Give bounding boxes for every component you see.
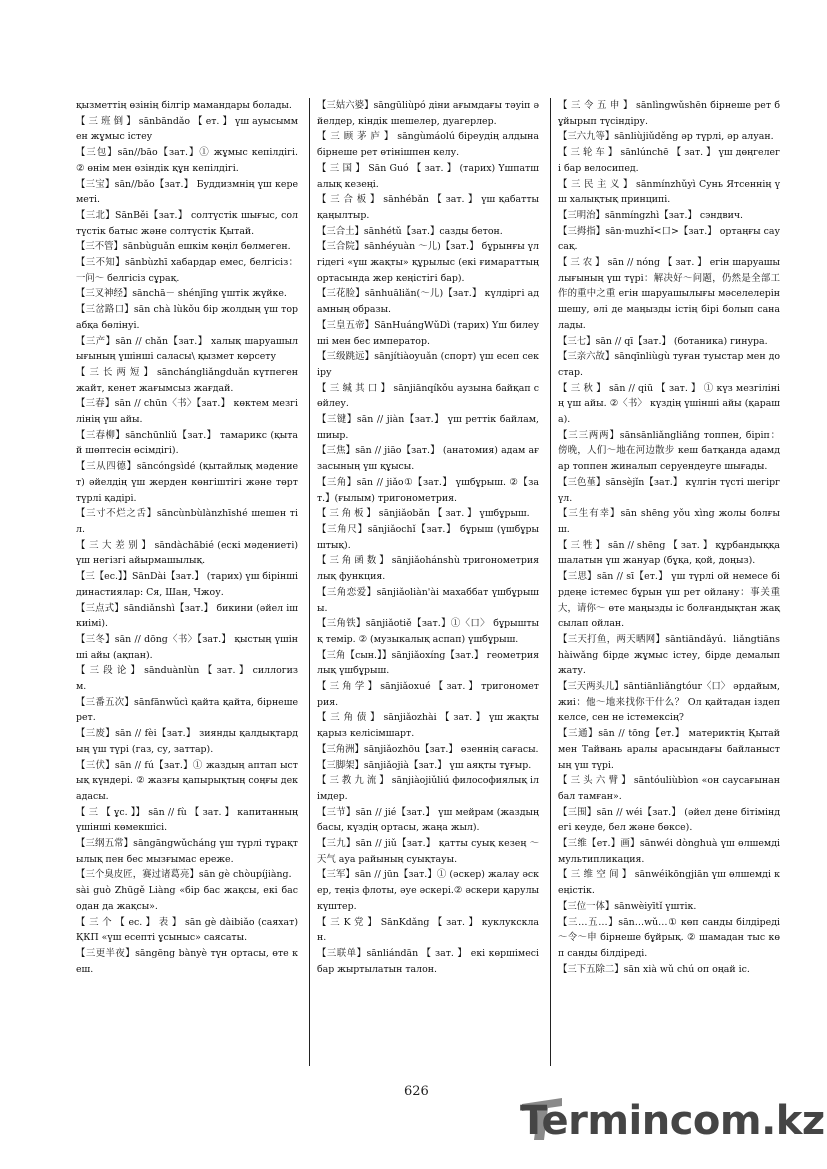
dictionary-entry: 【 三 牲 】 sān // shēng 【 зат. 】 құрбандыққа шалатын үш жануар (бұқа, қой, доңыз). xyxy=(558,539,780,567)
dictionary-entry: 【 三 角 债 】 sānjiǎozhài 【 зат. 】 үш жақты қарыз келісімшарт. xyxy=(317,712,539,740)
dictionary-entry: 【三更半夜】sāngēng bànyè түн ортасы, өте кеш. xyxy=(76,947,298,975)
dictionary-entry: 【三姑六婆】sāngūliùpó діни ағымдағы тәуіп әйелдер, кіндік шешелер, дуагерлер. xyxy=(317,100,539,127)
dictionary-entry: 【三包】sān//bāo【зат.】① жұмыс кепілдігі. ② өнім мен өзіндік құн кепілдігі. xyxy=(76,147,298,174)
dictionary-entry: 【 三 角 学 】 sānjiǎoxué 【 зат. 】 тригонометрия. xyxy=(317,681,539,708)
dictionary-entry: 【 三 个 【 ес. 】 表 】 sān gè dàibiǎo (саяхат) ҚКП «үш есепті ұсыныс» саясаты. xyxy=(76,916,298,944)
dictionary-entry: 【 三 长 两 短 】 sānchángliǎngduǎn күтпеген жайт, кенет жағымсыз жағдай. xyxy=(76,366,298,394)
dictionary-entry: 【三维【ет.】画】sānwéi dònghuà үш өлшемді мультипликация. xyxy=(558,838,780,865)
dictionary-entry: 【三合院】sānhéyuàn ～儿)【зат.】 бұрынғы үлгідегі «үш жақты» құрылыс (екі ғимараттың ортасында жер кеңістігі бар). xyxy=(317,241,539,284)
watermark-logo xyxy=(520,1098,825,1144)
dictionary-entry: 【三色堇】sānsèjǐn【зат.】 күлгін түсті шегіргүл. xyxy=(558,476,780,504)
dictionary-entry: 【三联单】sānliándān 【 зат. 】 екі көршімесі бар жыртылатын талон. xyxy=(317,947,539,975)
dictionary-entry: 【三军】sān // jūn【зат.】① (әскер) жалау әскер, теңіз флоты, әуе әскері.② әскери қарулы күштер. xyxy=(317,869,539,912)
dictionary-entry: 【 三 顾 茅 庐 】 sāngùmáolú біреудің алдына бірнеше рет өтінішпен келу. xyxy=(317,131,539,159)
dictionary-entry: 【三六九等】sānliùjiǔděng әр түрлі, әр алуан. xyxy=(558,131,774,143)
dictionary-entry: 【三冬】sān // dōng〈书〉【зат.】 қыстың үшінші айы (ақпан). xyxy=(76,633,298,661)
dictionary-entry: 【三叉神经】sānchā－ shénjīng үштік жүйке. xyxy=(76,288,287,300)
dictionary-entry: 【 三 角 函 数 】 sānjiǎohánshù тригонометриялық функция. xyxy=(317,555,539,583)
dictionary-entry: 【三春】sān // chūn〈书〉【зат.】 көктем мезгілінің үш айы. xyxy=(76,398,298,426)
dictionary-entry: 【三产】sān // chǎn【зат.】 халық шаруашылығының үшінші саласы\ қызмет көрсету xyxy=(76,335,298,363)
dictionary-entry: 【 三 令 五 申 】 sānlìngwǔshēn бірнеше рет бұйырып түсіндіру. xyxy=(558,100,780,127)
dictionary-entry: 【三级跳远】sānjítiàoyuǎn (спорт) үш есеп секіру xyxy=(317,351,539,378)
dictionary-entry: қызметтің өзінің білгір мамандары болады. xyxy=(76,100,292,111)
dictionary-entry: 【 三 班 倒 】 sānbāndǎo 【 ет. 】 үш ауысыммен жұмыс істеу xyxy=(76,115,298,143)
dictionary-entry: 【三脚架】sānjiǎojià【зат.】 үш аяқты тұғыр. xyxy=(317,759,532,771)
dictionary-entry: 【 三 角 板 】 sānjiǎobǎn 【 зат. 】 үшбұрыш. xyxy=(317,508,530,520)
dictionary-entry: 【三点式】sāndiǎnshì【зат.】 бикини (әйел іш киімі). xyxy=(76,602,298,630)
dictionary-entry: 【 三 K 党 】 SānKdǎng 【 зат. 】 куклуксклан. xyxy=(317,916,539,944)
dictionary-entry: 【三下五除二】sān xià wǔ chú оп оңай іс. xyxy=(558,963,750,975)
dictionary-entry: 【三岔路口】sān chà lùkǒu бір жолдың үш торабқа бөлінуі. xyxy=(76,304,298,331)
dictionary-entry: 【三北】SānBěi【зат.】 солтүстік шығыс, солтүстік батыс және солтүстік Қытай. xyxy=(76,209,298,237)
dictionary-entry: 【三废】sān // fèi【зат.】 зиянды қалдықтардың үш түрі (газ, су, заттар). xyxy=(76,728,298,755)
dictionary-entry: 【三拇指】sān·muzhǐ<口>【зат.】 ортаңғы саусақ. xyxy=(558,225,780,253)
dictionary-entry: 【三花脸】sānhuāliǎn(～儿)【зат.】 күлдіргі адамның образы. xyxy=(317,288,539,316)
dictionary-entry: 【三键】sān // jiàn【зат.】 үш реттік байлам, шиыр. xyxy=(317,414,539,441)
dictionary-entry: 【三皇五帝】SānHuángWǔDì (тарих) Үш билеуші мен бес император. xyxy=(317,319,539,347)
dictionary-entry: 【三天两头儿】sāntiānliǎngtóur〈口〉 әрдайым, жиі：他～地来找你干什么？ Ол қайтадан іздеп келсе, сен не істемексің? xyxy=(558,681,781,724)
dictionary-entry: 【三伏】sān // fú【зат.】① жаздың аптап ыстық күндері. ② жазғы қапырықтың соңғы декадасы. xyxy=(76,759,298,802)
dictionary-entry: 【三亲六故】sānqīnliùgù туған туыстар мен достар. xyxy=(558,351,780,378)
dictionary-entry: 【三焦】sān // jiāo【зат.】 (анатомия) адам ағзасының үш құысы. xyxy=(317,445,539,473)
dictionary-entry: 【 三 秋 】 sān // qiū 【 зат. 】 ① күз мезгілінің үш айы. ②〈书〉 күздің үшінші айы (қараша). xyxy=(558,382,780,426)
dictionary-entry: 【三位一体】sānwèiyītǐ үштік. xyxy=(558,900,697,912)
dictionary-entry: 【三角洲】sānjiǎozhōu【зат.】 өзеннің сағасы. xyxy=(317,743,539,755)
dictionary-entry: 【三角恋爱】sānjiǎoliàn'ài махаббат үшбұрышы. xyxy=(317,586,539,614)
dictionary-entry: 【 三 合 板 】 sānhébǎn 【 зат. 】 үш қабатты қаңылтыр. xyxy=(317,194,539,221)
dictionary-entry: 【三角尺】sānjiǎochǐ【зат.】 бұрыш (үшбұрыштық). xyxy=(317,523,539,551)
dictionary-entry: 【三个臭皮匠，赛过诸葛亮】sān gè chòupíjiàng．sài guò Zhūgě Liàng «бір бас жақсы, екі бас одан да жақсы». xyxy=(76,869,298,912)
watermark-text: Termincom.kz xyxy=(520,1098,825,1144)
column-divider xyxy=(309,98,310,1066)
dictionary-entry: 【三角【сын.】】sānjiǎoxíng【зат.】 геометриялық үшбұрыш. xyxy=(317,649,539,677)
dictionary-entry: 【 三 教 九 流 】 sānjiàojiǔliú философиялық ілімдер. xyxy=(317,775,539,802)
dictionary-entry: 【 三 头 六 臂 】 sāntóuliùbìon «он саусағынан бал тамған». xyxy=(558,775,780,802)
dictionary-entry: 【三角】sān // jiǎo①【зат.】 үшбұрыш. ②【зат.】(ғылым) тригонометрия. xyxy=(317,476,539,504)
dictionary-entry: 【 三 民 主 义 】 sānmínzhǔyì Сунь Ятсеннің үш халықтық принципі. xyxy=(558,178,780,206)
dictionary-entry: 【 三 国 】 Sān Guó 【 зат. 】 (тарих) Үшпатшалық кезеңі. xyxy=(317,162,539,190)
dictionary-entry: 【 三 【 ұс. 】】 sān // fù 【 зат. 】 капитанның үшінші көмекшісі. xyxy=(76,806,298,834)
dictionary-entry: 【三从四德】sāncóngsìdé (қытайлық мәдениет) әйелдің үш жерден көнгіштігі және төрт түрлі қадірі. xyxy=(76,461,298,504)
dictionary-entry: 【三纲五常】sāngāngwǔcháng үш түрлі тұрақтылық пен бес мызғымас ереже. xyxy=(76,838,298,865)
dictionary-entry: 【三寸不烂之舌】sāncùnbùlànzhīshé шешен тіл. xyxy=(76,508,298,535)
dictionary-entry: 【三通】sān // tōng【ет.】 материктің Қытай мен Тайвань аралы арасындағы байланыстың үш түрі. xyxy=(558,728,780,771)
dictionary-entry: 【三围】sān // wéi【зат.】 (әйел дене бітіміндегі кеуде, бел және бөксе). xyxy=(558,806,780,834)
page-number: 626 xyxy=(404,1084,429,1099)
column-right xyxy=(558,98,780,977)
column-divider xyxy=(550,98,551,1066)
dictionary-entry: 【三生有幸】sān shēng yǒu xìng жолы болғыш. xyxy=(558,508,780,535)
dictionary-entry: 【三春柳】sānchūnliǔ【зат.】 тамарикс (қытай шөптесін өсімдігі). xyxy=(76,429,298,457)
dictionary-entry: 【三七】sān // qī【зат.】 (ботаника) гинура. xyxy=(558,335,768,347)
dictionary-entry: 【三角铁】sānjiǎotiě【зат.】①〈口〉 бұрыштық темір. ② (музыкалық аспап) үшбұрыш. xyxy=(317,618,539,645)
dictionary-entry: 【三合土】sānhétǔ【зат.】сазды бетон. xyxy=(317,225,503,237)
dictionary-entry: 【 三 缄 其 口 】 sānjiānqíkǒu аузына байқап сөйлеу. xyxy=(317,382,539,410)
dictionary-entry: 【三宝】sān//bǎo【зат.】 Буддизмнің үш кереметі. xyxy=(76,178,298,206)
dictionary-entry: 【三三两两】sānsānliǎngliǎng топпен, біріп：傍晚，人们～地在河边散步 кеш батқанда адамдар топпен жиналып серуендеуге шығады. xyxy=(558,429,780,473)
dictionary-entry: 【三节】sān // jié【зат.】 үш мейрам (жаздың басы, күздің ортасы, жаңа жыл). xyxy=(317,806,539,834)
dictionary-entry: 【三不管】sānbùguǎn ешкім көңіл бөлмеген. xyxy=(76,241,291,253)
dictionary-entry: 【 三 大 差 别 】 sāndàchābié (ескі мәдениеті) үш негізгі айырмашылық. xyxy=(76,539,298,567)
dictionary-entry: 【 三 轮 车 】 sānlúnchē 【 зат. 】 үш дөңгелегі бар велосипед. xyxy=(558,147,780,174)
dictionary-entry: 【三九】sān // jiǔ【зат.】 қатты суық кезең ～天气 ауа райының суықтауы. xyxy=(317,838,539,865)
dictionary-entry: 【 三 段 论 】 sānduànlùn 【 зат. 】 силлогизм. xyxy=(76,665,298,693)
dictionary-entry: 【三不知】sānbùzhī хабардар емес, белгісіз：一问～ белгісіз сұрақ. xyxy=(76,257,298,284)
dictionary-entry: 【三天打鱼，两天晒网】sāntiāndǎyú．liǎngtiānshàiwǎng бірде жұмыс істеу, бірде демалып жату. xyxy=(558,633,780,677)
dictionary-entry: 【 三 维 空 间 】 sānwéikōngjiān үш өлшемді кеңістік. xyxy=(558,869,780,897)
column-middle xyxy=(317,98,539,977)
dictionary-entry: 【三思】sān // sī【ет.】 үш түрлі ой немесе бірдеңе істемес бұрын үш рет ойлану：事关重大，请你～ өте маңызды іс болғандықтан жақсылап ойлан. xyxy=(558,571,780,630)
dictionary-entry: 【三【ес.】】SānDài【зат.】 (тарих) үш бірінші династиялар: Ся, Шан, Чжоу. xyxy=(76,571,298,598)
dictionary-entry: 【三番五次】sānfānwǔcì қайта қайта, бірнеше рет. xyxy=(76,696,298,724)
dictionary-entry: 【三明治】sānmíngzhì【зат.】 сэндвич. xyxy=(558,209,744,221)
column-left xyxy=(76,98,298,977)
dictionary-entry: 【 三 农 】 sān // nóng 【 зат. 】 егін шаруашылығының үш түрі：解决好～问题，仍然是全部工作的重中之重 егін шаруашылығы мәселелерін шешу, әлі де маңызды істің бірі болып саналады. xyxy=(558,257,780,331)
dictionary-entry: 【三…五…】sān…wǔ…① көп санды білдіреді ～令～申 бірнеше бұйрық. ② шамадан тыс көп санды білдіреді. xyxy=(558,916,780,959)
